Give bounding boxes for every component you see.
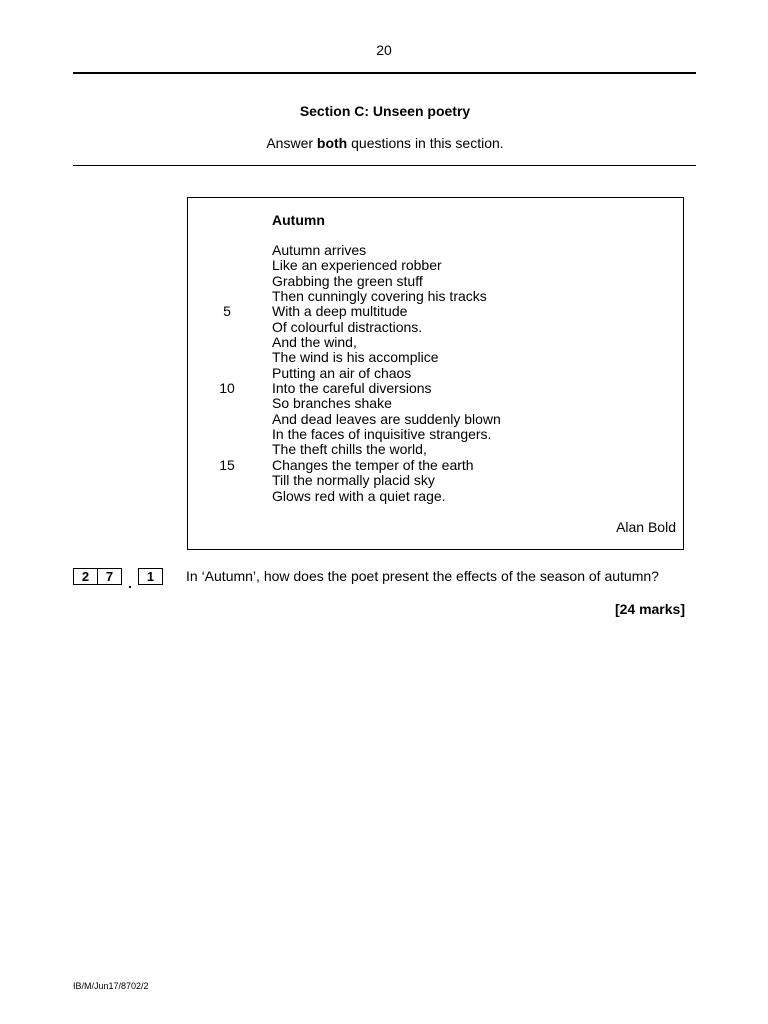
poem-line: [272, 427, 501, 442]
question-number-digit: 1: [138, 568, 163, 585]
poem-line: [272, 396, 501, 411]
section-divider: [73, 165, 696, 166]
line-number: 15: [219, 456, 235, 473]
poem-line: [272, 335, 501, 350]
section-instruction: [0, 135, 768, 151]
poem-line-text: Changes the temper of the earth: [272, 456, 474, 473]
poem-line: [272, 366, 501, 381]
question-number-sub: [138, 568, 163, 585]
poem-line-text: Glows red with a quiet rage.: [272, 487, 446, 504]
section-title: Section C: Unseen poetry: [299, 103, 471, 119]
poem-line: [272, 412, 501, 427]
poem-box: [187, 197, 684, 550]
poem-line: [223, 303, 501, 320]
poet-name: Alan Bold: [616, 519, 676, 535]
poem-lines: [219, 242, 501, 504]
question-number-digit: 7: [98, 568, 122, 585]
poem-line-text: Like an experienced robber: [272, 257, 442, 274]
poem-line: [272, 489, 501, 504]
poem-line-text: And the wind,: [272, 334, 357, 351]
poem-line: [272, 473, 501, 488]
poem-line: [272, 258, 501, 273]
poem-line-text: And dead leaves are suddenly blown: [272, 410, 501, 427]
question-marks: [24 marks]: [614, 601, 685, 617]
poem-line-text: In the faces of inquisitive strangers.: [272, 426, 492, 443]
poem-line-text: Of colourful distractions.: [272, 318, 423, 335]
header-divider: [73, 72, 696, 74]
question-number-separator: .: [128, 575, 132, 591]
question-text: In ‘Autumn’, how does the poet present the effects of the season of autumn?: [186, 568, 659, 584]
poem-line: [272, 442, 501, 457]
poem-line-text: So branches shake: [272, 395, 392, 412]
line-number: 10: [219, 380, 235, 397]
poem-line: [272, 274, 501, 289]
poem-line-text: Then cunningly covering his tracks: [272, 288, 487, 305]
instruction-text-end: questions in this section.: [347, 135, 504, 151]
poem-line: [272, 243, 501, 258]
poem-line-text: Into the careful diversions: [272, 380, 432, 397]
poem-line-text: Till the normally placid sky: [272, 472, 435, 489]
question-number-digit: 2: [73, 568, 98, 585]
poem-line: [272, 350, 501, 365]
poem-line: [219, 380, 501, 397]
page-number: 20: [376, 42, 392, 58]
poem-line-text: With a deep multitude: [272, 303, 408, 320]
question-number-main: [73, 568, 122, 585]
poem-line: [272, 320, 501, 335]
instruction-text-start: Answer: [266, 135, 317, 151]
poem-line-text: The theft chills the world,: [272, 441, 427, 458]
poem-line-text: Grabbing the green stuff: [272, 272, 423, 289]
footer-code: IB/M/Jun17/8702/2: [73, 981, 149, 991]
poem-line: [219, 456, 501, 473]
instruction-emphasis: both: [316, 135, 348, 151]
line-number: 5: [223, 303, 231, 320]
poem-line-text: The wind is his accomplice: [272, 349, 439, 366]
poem-title: Autumn: [272, 212, 325, 228]
poem-line-text: Putting an air of chaos: [272, 364, 412, 381]
poem-line-text: Autumn arrives: [272, 242, 367, 258]
poem-line: [272, 289, 501, 304]
